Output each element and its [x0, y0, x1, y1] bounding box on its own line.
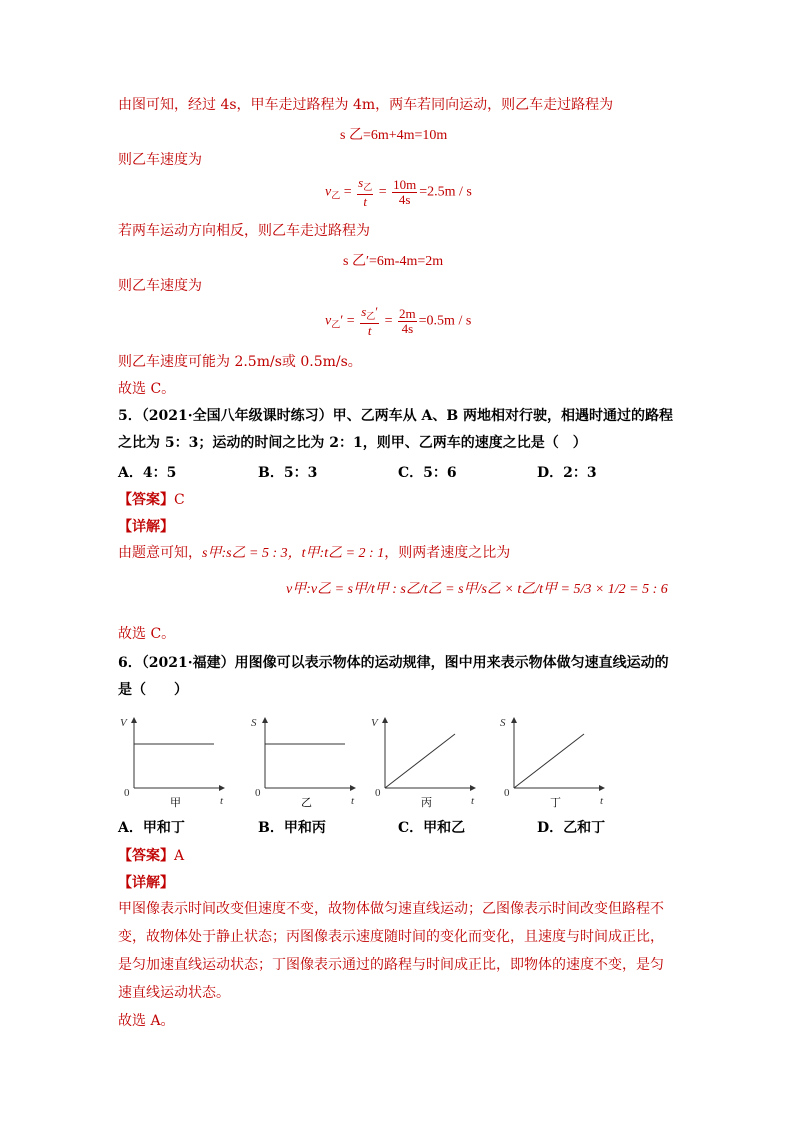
- q5-answer: [118, 489, 185, 509]
- fraction: [398, 307, 417, 336]
- graph-yi: [251, 717, 355, 809]
- q6-answer: [118, 845, 184, 865]
- q5-option-a: A．4：5: [118, 465, 177, 481]
- q5-detail-line: [118, 544, 510, 563]
- fraction-numerator: s: [361, 304, 367, 319]
- fraction: [392, 178, 417, 207]
- graph-yi-origin: 0: [255, 787, 261, 799]
- graph-bing-name: 丙: [421, 796, 432, 809]
- formula-path-same-direction: s 乙=6m+4m=10m: [340, 128, 448, 143]
- graph-yi-xlabel: t: [351, 795, 355, 807]
- solution-line-5: 则乙车速度可能为 2.5m/s或 0.5m/s。: [118, 354, 362, 370]
- q6-option-a: A．甲和丁: [118, 820, 185, 836]
- graph-jia-origin: 0: [124, 787, 130, 799]
- fraction: [357, 176, 373, 209]
- q5-option-b: B．5：3: [258, 465, 318, 481]
- graph-ding-name: 丁: [550, 796, 561, 809]
- answer-label: 【答案】: [118, 848, 174, 864]
- formula-speed-opposite-direction: $v_乙'$ = $\frac{s_乙'}{t}$ = $\frac{2m}{4s}$ =0.5m / s: [325, 304, 472, 338]
- q6-option-d: D．乙和丁: [537, 820, 606, 836]
- fraction-numerator: s: [358, 175, 364, 190]
- solution-line-2: 则乙车速度为: [118, 152, 202, 168]
- formula-symbol: v: [325, 313, 332, 329]
- q6-graphs: [112, 708, 612, 812]
- formula-subscript: 乙: [366, 311, 376, 321]
- q6-conclusion: 故选 A。: [118, 1013, 175, 1029]
- graph-ding: [500, 717, 604, 809]
- solution-line-1: 由图可知，经过 4s，甲车走过路程为 4m，两车若同向运动，则乙车走过路程为: [118, 97, 614, 113]
- solution-line-4: 则乙车速度为: [118, 278, 202, 294]
- q6-detail-line-4: 速直线运动状态。: [118, 985, 230, 1001]
- q6-stem-line-1: 6．（2021·福建）用图像可以表示物体的运动规律，图中用来表示物体做匀速直线运动的: [118, 655, 669, 671]
- solution-line-3: 若两车运动方向相反，则乙车走过路程为: [118, 223, 370, 239]
- answer-value: C: [174, 492, 185, 508]
- formula-subscript: 乙: [331, 190, 341, 201]
- graph-jia: [120, 717, 224, 809]
- q5-speed-ratio-formula: v甲:v乙 = s甲/t甲 : s乙/t乙 = s甲/s乙 × t乙/t甲 = 5/3 × 1/2 = 5 : 6: [286, 582, 668, 597]
- formula-result: =2.5m / s: [419, 184, 472, 200]
- detail-ratio: s甲:s乙 = 5 : 3，t甲:t乙 = 2 : 1: [202, 546, 385, 561]
- graph-ding-origin: 0: [504, 787, 510, 799]
- graph-bing-line: [385, 734, 455, 788]
- formula-result: =0.5m / s: [418, 313, 472, 329]
- graph-jia-ylabel: V: [120, 717, 127, 729]
- graph-yi-name: 乙: [301, 796, 312, 809]
- formula-prime: ′: [340, 313, 344, 329]
- graph-yi-ylabel: S: [251, 717, 257, 729]
- formula-subscript: 乙: [331, 319, 341, 330]
- q6-option-c: C．甲和乙: [398, 820, 466, 836]
- q5-stem-line-1: 5．（2021·全国八年级课时练习）甲、乙两车从 A、B 两地相对行驶，相遇时通过的路程: [118, 408, 674, 424]
- graph-bing-ylabel: V: [371, 717, 378, 729]
- q5-option-d: D．2：3: [537, 465, 597, 481]
- detail-text: ，则两者速度之比为: [384, 545, 511, 561]
- q5-stem-line-2: 之比为 5：3；运动的时间之比为 2：1，则甲、乙两车的速度之比是（ ）: [118, 435, 587, 451]
- graph-ding-ylabel: S: [500, 717, 506, 729]
- answer-label: 【答案】: [118, 492, 174, 508]
- graph-jia-name: 甲: [170, 796, 181, 809]
- q6-detail-label: 【详解】: [118, 875, 174, 891]
- fraction-denominator: t: [363, 194, 367, 209]
- solution-conclusion: 故选 C。: [118, 381, 176, 397]
- graph-jia-xlabel: t: [220, 795, 224, 807]
- q6-detail-line-3: 是匀加速直线运动状态；丁图像表示通过的路程与时间成正比，即物体的速度不变，是匀: [118, 957, 664, 973]
- fraction-denominator: 4s: [401, 321, 414, 336]
- q6-option-b: B．甲和丙: [258, 820, 326, 836]
- q6-detail-line-2: 变，故物体处于静止状态；丙图像表示速度随时间的变化而变化，且速度与时间成正比，: [118, 929, 664, 945]
- formula-symbol: v: [325, 184, 332, 200]
- graph-bing-xlabel: t: [471, 795, 475, 807]
- formula-speed-same-direction: $v_乙$ = $\frac{s_乙}{t}$ = $\frac{10m}{4s}$ =2.5m / s: [325, 175, 472, 209]
- graph-ding-xlabel: t: [600, 795, 604, 807]
- formula-path-opposite-direction: s 乙′=6m-4m=2m: [343, 254, 444, 269]
- q6-detail-line-1: 甲图像表示时间改变但速度不变，故物体做匀速直线运动；乙图像表示时间改变但路程不: [118, 901, 664, 917]
- detail-text: 由题意可知，: [118, 545, 202, 561]
- fraction-denominator: t: [367, 323, 372, 338]
- q5-detail-label: 【详解】: [118, 519, 174, 535]
- fraction-denominator: 4s: [398, 192, 411, 207]
- formula-subscript: 乙: [363, 182, 373, 192]
- q6-stem-line-2: 是（ ）: [118, 682, 188, 698]
- q5-option-c: C．5：6: [398, 465, 457, 481]
- graph-bing: [371, 717, 475, 809]
- graph-ding-line: [514, 734, 584, 788]
- graph-bing-origin: 0: [375, 787, 381, 799]
- q5-conclusion: 故选 C。: [118, 626, 176, 642]
- fraction-numerator: 2m: [399, 306, 416, 321]
- answer-value: A: [174, 848, 185, 864]
- fraction-numerator: 10m: [393, 177, 417, 192]
- fraction: [360, 305, 379, 338]
- formula-prime: ′: [375, 304, 379, 319]
